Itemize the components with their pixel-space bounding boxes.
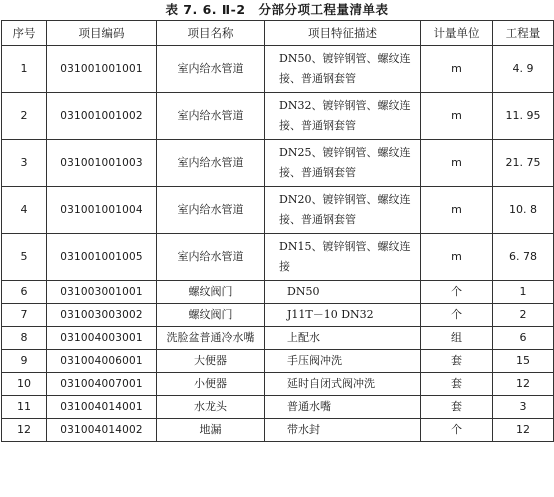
cell-name: 大便器 bbox=[157, 350, 265, 373]
cell-qty: 6. 78 bbox=[493, 234, 554, 281]
cell-name: 小便器 bbox=[157, 373, 265, 396]
cell-qty: 3 bbox=[493, 396, 554, 419]
header-desc: 项目特征描述 bbox=[265, 21, 421, 46]
cell-desc: DN25、镀锌钢管、螺纹连接、普通钢套管 bbox=[265, 140, 421, 187]
cell-qty: 1 bbox=[493, 281, 554, 304]
cell-no: 5 bbox=[2, 234, 47, 281]
cell-code: 031001001005 bbox=[47, 234, 157, 281]
cell-no: 1 bbox=[2, 46, 47, 93]
table-row bbox=[2, 304, 554, 327]
cell-desc: DN50 bbox=[265, 281, 421, 304]
cell-no: 11 bbox=[2, 396, 47, 419]
table-row bbox=[2, 350, 554, 373]
cell-name: 室内给水管道 bbox=[157, 234, 265, 281]
cell-code: 031004014002 bbox=[47, 419, 157, 442]
cell-unit: 个 bbox=[421, 281, 493, 304]
cell-desc: DN50、镀锌钢管、螺纹连接、普通钢套管 bbox=[265, 46, 421, 93]
cell-desc: 延时自闭式阀冲洗 bbox=[265, 373, 421, 396]
cell-code: 031001001002 bbox=[47, 93, 157, 140]
cell-unit: 组 bbox=[421, 327, 493, 350]
table-row bbox=[2, 234, 554, 281]
table-row bbox=[2, 281, 554, 304]
cell-desc: 带水封 bbox=[265, 419, 421, 442]
cell-unit: 套 bbox=[421, 396, 493, 419]
cell-desc: 普通水嘴 bbox=[265, 396, 421, 419]
cell-name: 螺纹阀门 bbox=[157, 304, 265, 327]
cell-code: 031004006001 bbox=[47, 350, 157, 373]
cell-unit: 个 bbox=[421, 304, 493, 327]
cell-no: 7 bbox=[2, 304, 47, 327]
cell-qty: 10. 8 bbox=[493, 187, 554, 234]
header-row bbox=[2, 21, 554, 46]
cell-no: 10 bbox=[2, 373, 47, 396]
cell-qty: 21. 75 bbox=[493, 140, 554, 187]
cell-unit: m bbox=[421, 93, 493, 140]
table-row bbox=[2, 396, 554, 419]
header-no: 序号 bbox=[2, 21, 47, 46]
cell-name: 室内给水管道 bbox=[157, 93, 265, 140]
bill-of-quantities-table bbox=[1, 20, 554, 442]
header-name: 项目名称 bbox=[157, 21, 265, 46]
cell-unit: 套 bbox=[421, 373, 493, 396]
cell-unit: m bbox=[421, 234, 493, 281]
table-row bbox=[2, 373, 554, 396]
cell-unit: m bbox=[421, 46, 493, 93]
cell-qty: 6 bbox=[493, 327, 554, 350]
table-row bbox=[2, 93, 554, 140]
cell-desc: DN32、镀锌钢管、螺纹连接、普通钢套管 bbox=[265, 93, 421, 140]
table-row bbox=[2, 46, 554, 93]
cell-code: 031003001001 bbox=[47, 281, 157, 304]
cell-name: 洗脸盆普通冷水嘴 bbox=[157, 327, 265, 350]
table-title: 表 7. 6. Ⅱ-2 分部分项工程量清单表 bbox=[165, 2, 389, 17]
cell-no: 2 bbox=[2, 93, 47, 140]
cell-name: 室内给水管道 bbox=[157, 187, 265, 234]
cell-unit: m bbox=[421, 140, 493, 187]
cell-no: 9 bbox=[2, 350, 47, 373]
cell-code: 031004014001 bbox=[47, 396, 157, 419]
cell-qty: 2 bbox=[493, 304, 554, 327]
table-row bbox=[2, 419, 554, 442]
cell-desc: J11T－10 DN32 bbox=[265, 304, 421, 327]
header-code: 项目编码 bbox=[47, 21, 157, 46]
cell-code: 031001001001 bbox=[47, 46, 157, 93]
table-row bbox=[2, 327, 554, 350]
cell-name: 螺纹阀门 bbox=[157, 281, 265, 304]
cell-unit: m bbox=[421, 187, 493, 234]
cell-desc: DN20、镀锌钢管、螺纹连接、普通钢套管 bbox=[265, 187, 421, 234]
cell-unit: 个 bbox=[421, 419, 493, 442]
header-unit: 计量单位 bbox=[421, 21, 493, 46]
cell-qty: 15 bbox=[493, 350, 554, 373]
header-qty: 工程量 bbox=[493, 21, 554, 46]
cell-name: 室内给水管道 bbox=[157, 46, 265, 93]
cell-desc: 手压阀冲洗 bbox=[265, 350, 421, 373]
cell-qty: 4. 9 bbox=[493, 46, 554, 93]
cell-desc: 上配水 bbox=[265, 327, 421, 350]
table-row bbox=[2, 187, 554, 234]
cell-no: 4 bbox=[2, 187, 47, 234]
cell-name: 地漏 bbox=[157, 419, 265, 442]
cell-code: 031004003001 bbox=[47, 327, 157, 350]
cell-qty: 12 bbox=[493, 419, 554, 442]
cell-unit: 套 bbox=[421, 350, 493, 373]
table-row bbox=[2, 140, 554, 187]
cell-qty: 12 bbox=[493, 373, 554, 396]
cell-no: 6 bbox=[2, 281, 47, 304]
cell-no: 3 bbox=[2, 140, 47, 187]
cell-qty: 11. 95 bbox=[493, 93, 554, 140]
cell-name: 室内给水管道 bbox=[157, 140, 265, 187]
cell-desc: DN15、镀锌钢管、螺纹连接 bbox=[265, 234, 421, 281]
cell-code: 031004007001 bbox=[47, 373, 157, 396]
cell-code: 031001001003 bbox=[47, 140, 157, 187]
cell-code: 031003003002 bbox=[47, 304, 157, 327]
cell-no: 12 bbox=[2, 419, 47, 442]
cell-no: 8 bbox=[2, 327, 47, 350]
cell-code: 031001001004 bbox=[47, 187, 157, 234]
cell-name: 水龙头 bbox=[157, 396, 265, 419]
